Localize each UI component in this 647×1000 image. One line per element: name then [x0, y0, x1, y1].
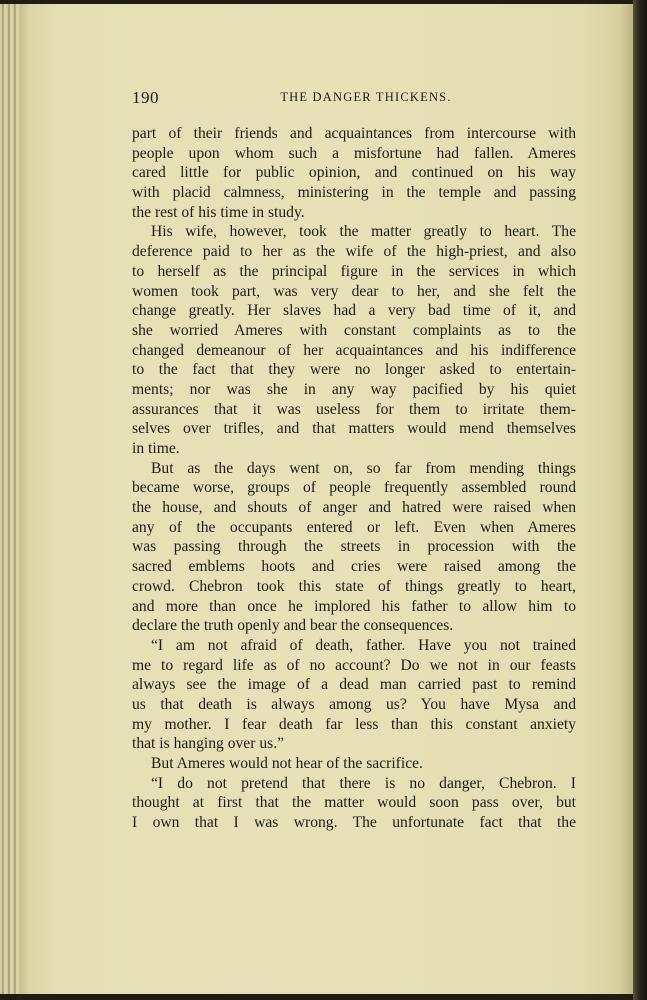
page-number: 190: [132, 88, 159, 107]
text-line: my mother. I fear death far less than this constant anxiety: [132, 715, 576, 733]
text-line: ments; nor was she in any way pacified by his quiet: [132, 380, 576, 398]
text-line: thought at first that the matter would soon pass over, but: [132, 794, 576, 812]
text-line: to the fact that they were no longer asked to entertain-: [132, 361, 576, 379]
text-line: changed demeanour of her acquaintances and his indifference: [132, 341, 576, 359]
text-line: with placid calmness, ministering in the temple and passing: [132, 184, 576, 202]
text-line: became worse, groups of people frequently assembled round: [132, 479, 576, 497]
text-line: I own that I was wrong. The unfortunate fact that the: [132, 814, 576, 832]
binding-shadow: [633, 0, 647, 1000]
text-line: “I am not afraid of death, father. Have you not trained: [151, 636, 576, 654]
text-line: declare the truth openly and bear the consequences.: [132, 617, 454, 635]
text-line: part of their friends and acquaintances from intercourse with: [132, 125, 576, 142]
text-line: people upon whom such a misfortune had fallen. Ameres: [132, 144, 576, 162]
text-line: was passing through the streets in procession with the: [132, 538, 576, 556]
text-line: to herself as the principal figure in the services in which: [132, 262, 576, 280]
text-line: women took part, was very dear to her, and she felt the: [132, 282, 576, 300]
text-line: that is hanging over us.”: [132, 735, 285, 753]
text-line: assurances that it was useless for them to irritate them-: [132, 400, 576, 418]
text-line: cared little for public opinion, and continued on his way: [132, 164, 576, 182]
text-line: the rest of his time in study.: [132, 203, 305, 221]
text-line: But as the days went on, so far from mending things: [151, 459, 576, 477]
text-line: selves over trifles, and that matters would mend themselves: [132, 420, 576, 438]
text-line: But Ameres would not hear of the sacrifice.: [151, 755, 423, 772]
running-head: THE DANGER THICKENS.: [280, 90, 452, 104]
text-line: sacred emblems hoots and cries were raised among the: [132, 558, 576, 576]
text-line: His wife, however, took the matter greatly to heart. The: [151, 223, 576, 241]
text-line: always see the image of a dead man carried past to remind: [132, 676, 576, 694]
text-line: change greatly. Her slaves had a very bad time of it, and: [132, 302, 576, 320]
text-line: the house, and shouts of anger and hatred were raised when: [132, 499, 576, 517]
text-line: she worried Ameres with constant complaints as to the: [132, 321, 576, 339]
text-line: me to regard life as of no account? Do we not in our feasts: [132, 656, 576, 674]
text-line: us that death is always among us? You have Mysa and: [132, 695, 576, 713]
text-line: and more than once he implored his father to allow him to: [132, 597, 576, 615]
body-text: [132, 124, 576, 833]
page-header: [132, 88, 576, 114]
page-edges: [0, 4, 22, 994]
text-line: deference paid to her as the wife of the high-priest, and also: [132, 243, 576, 261]
text-line: any of the occupants entered or left. Even when Ameres: [132, 518, 576, 536]
text-line: in time.: [132, 440, 180, 457]
text-line: “I do not pretend that there is no danger, Chebron. I: [151, 774, 576, 792]
text-line: crowd. Chebron took this state of things greatly to heart,: [132, 577, 576, 595]
